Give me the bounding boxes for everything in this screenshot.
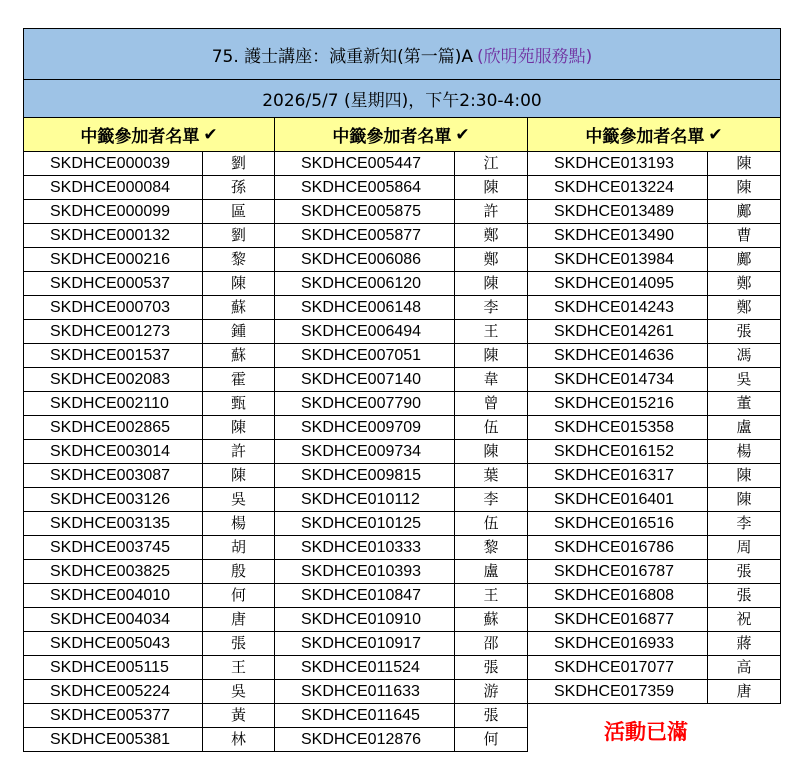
participant-id: SKDHCE000703 [23,296,203,320]
participant-surname: 黃 [203,704,275,728]
table-row [275,608,528,632]
participant-id: SKDHCE002110 [23,392,203,416]
table-row [528,560,781,584]
participant-surname: 鄭 [455,248,528,272]
column-header [275,118,528,152]
participant-id: SKDHCE000132 [23,224,203,248]
participant-surname: 陳 [708,488,781,512]
table-row [528,392,781,416]
participant-surname: 鄭 [708,296,781,320]
participant-id: SKDHCE017077 [528,656,708,680]
participant-column-3 [528,118,781,752]
table-row [275,200,528,224]
participant-id: SKDHCE003745 [23,536,203,560]
participant-surname: 楊 [203,512,275,536]
table-row [528,488,781,512]
participant-surname: 甄 [203,392,275,416]
participant-surname: 鄭 [708,272,781,296]
participant-surname: 葉 [455,464,528,488]
participant-surname: 孫 [203,176,275,200]
participant-id: SKDHCE013193 [528,152,708,176]
table-row [23,440,275,464]
participant-id: SKDHCE014095 [528,272,708,296]
participant-id: SKDHCE010125 [275,512,455,536]
table-row [23,560,275,584]
participant-surname: 蘇 [455,608,528,632]
participant-surname: 游 [455,680,528,704]
table-row [275,584,528,608]
participant-columns [23,118,781,752]
participant-surname: 王 [455,320,528,344]
participant-id: SKDHCE000216 [23,248,203,272]
participant-id: SKDHCE005224 [23,680,203,704]
participant-surname: 劉 [203,152,275,176]
participant-id: SKDHCE010847 [275,584,455,608]
participant-surname: 張 [455,656,528,680]
table-row [275,368,528,392]
table-row [528,584,781,608]
participant-surname: 周 [708,536,781,560]
column-header-label: 中籤參加者名單 [585,127,705,147]
table-row [528,224,781,248]
table-row [528,344,781,368]
participant-surname: 高 [708,656,781,680]
participant-id: SKDHCE005877 [275,224,455,248]
participant-id: SKDHCE011524 [275,656,455,680]
table-row [275,296,528,320]
participant-surname: 何 [455,728,528,752]
table-row [275,488,528,512]
column-header-label: 中籤參加者名單 [332,127,452,147]
participant-id: SKDHCE000039 [23,152,203,176]
participant-surname: 邵 [455,632,528,656]
participant-id: SKDHCE005875 [275,200,455,224]
participant-surname: 霍 [203,368,275,392]
participant-surname: 伍 [455,416,528,440]
table-row [23,608,275,632]
event-location: (欣明苑服務點) [477,46,593,67]
table-row [275,152,528,176]
table-row [528,296,781,320]
participant-id: SKDHCE003087 [23,464,203,488]
table-row [528,152,781,176]
event-title: 75. 護士講座：減重新知(第一篇)A [211,46,474,67]
table-row [23,704,275,728]
participant-surname: 陳 [708,152,781,176]
participant-id: SKDHCE009709 [275,416,455,440]
participant-id: SKDHCE009815 [275,464,455,488]
table-row [23,200,275,224]
participant-id: SKDHCE015358 [528,416,708,440]
participant-id: SKDHCE003135 [23,512,203,536]
participant-surname: 蔣 [708,632,781,656]
participant-id: SKDHCE005381 [23,728,203,752]
table-row [275,680,528,704]
table-row [23,584,275,608]
participant-surname: 曾 [455,392,528,416]
participant-surname: 鄺 [708,248,781,272]
table-row [23,488,275,512]
table-row [528,608,781,632]
table-row [23,368,275,392]
event-date-time: 2026/5/7 (星期四)，下午2:30-4:00 [262,91,542,111]
table-row [275,320,528,344]
participant-column-2 [275,118,528,752]
participant-surname: 曹 [708,224,781,248]
participant-surname: 殷 [203,560,275,584]
participant-surname: 許 [455,200,528,224]
participant-surname: 吳 [708,368,781,392]
participant-surname: 王 [455,584,528,608]
table-row [275,656,528,680]
table-row [275,512,528,536]
participant-id: SKDHCE007140 [275,368,455,392]
table-row [23,176,275,200]
table-row [275,440,528,464]
participant-surname: 陳 [708,176,781,200]
participant-id: SKDHCE016787 [528,560,708,584]
participant-id: SKDHCE011633 [275,680,455,704]
participant-id: SKDHCE005043 [23,632,203,656]
participant-id: SKDHCE012876 [275,728,455,752]
table-row [23,416,275,440]
check-icon: ✔ [455,124,470,145]
participant-id: SKDHCE005115 [23,656,203,680]
date-bar [23,80,781,118]
participant-surname: 韋 [455,368,528,392]
table-row [23,344,275,368]
table-row [275,344,528,368]
table-row [275,728,528,752]
table-row [23,536,275,560]
participant-id: SKDHCE005864 [275,176,455,200]
participant-surname: 鄭 [455,224,528,248]
title-bar [23,28,781,80]
table-row [528,176,781,200]
table-row [528,632,781,656]
participant-id: SKDHCE001537 [23,344,203,368]
participant-surname: 張 [203,632,275,656]
participant-id: SKDHCE016808 [528,584,708,608]
table-row [23,632,275,656]
participant-id: SKDHCE000537 [23,272,203,296]
participant-id: SKDHCE014243 [528,296,708,320]
participant-id: SKDHCE002083 [23,368,203,392]
participant-surname: 伍 [455,512,528,536]
participant-id: SKDHCE016317 [528,464,708,488]
participant-id: SKDHCE000099 [23,200,203,224]
table-row [23,248,275,272]
participant-id: SKDHCE013224 [528,176,708,200]
participant-id: SKDHCE007790 [275,392,455,416]
table-row [528,272,781,296]
participant-id: SKDHCE010333 [275,536,455,560]
participant-id: SKDHCE000084 [23,176,203,200]
participant-surname: 陳 [203,416,275,440]
table-row [275,560,528,584]
participant-id: SKDHCE011645 [275,704,455,728]
participant-surname: 馮 [708,344,781,368]
participant-id: SKDHCE001273 [23,320,203,344]
table-row [275,392,528,416]
participant-id: SKDHCE010112 [275,488,455,512]
participant-surname: 黎 [455,536,528,560]
table-row [23,680,275,704]
participant-id: SKDHCE003014 [23,440,203,464]
participant-id: SKDHCE014636 [528,344,708,368]
participant-id: SKDHCE015216 [528,392,708,416]
participant-id: SKDHCE007051 [275,344,455,368]
participant-surname: 陳 [203,272,275,296]
participant-surname: 張 [708,560,781,584]
participant-surname: 鄺 [708,200,781,224]
table-row [528,416,781,440]
table-row [23,224,275,248]
table-row [23,512,275,536]
participant-id: SKDHCE005377 [23,704,203,728]
participant-surname: 林 [203,728,275,752]
participant-surname: 盧 [455,560,528,584]
table-row [528,440,781,464]
participant-id: SKDHCE016786 [528,536,708,560]
participant-id: SKDHCE006086 [275,248,455,272]
participant-id: SKDHCE003825 [23,560,203,584]
participant-id: SKDHCE004034 [23,608,203,632]
participant-id: SKDHCE013490 [528,224,708,248]
participant-surname: 李 [455,296,528,320]
participant-id: SKDHCE010917 [275,632,455,656]
participant-surname: 董 [708,392,781,416]
participant-id: SKDHCE010393 [275,560,455,584]
table-row [275,176,528,200]
participant-id: SKDHCE010910 [275,608,455,632]
table-row [528,536,781,560]
participant-id: SKDHCE016401 [528,488,708,512]
participant-surname: 楊 [708,440,781,464]
table-row [23,296,275,320]
participant-surname: 區 [203,200,275,224]
table-row [275,224,528,248]
table-row [275,464,528,488]
participant-surname: 黎 [203,248,275,272]
participant-id: SKDHCE013984 [528,248,708,272]
participant-surname: 蘇 [203,344,275,368]
participant-surname: 胡 [203,536,275,560]
participant-id: SKDHCE016152 [528,440,708,464]
participant-surname: 李 [455,488,528,512]
table-row [23,320,275,344]
table-row [23,392,275,416]
participant-surname: 陳 [455,176,528,200]
participant-surname: 吳 [203,680,275,704]
event-full-notice: 活動已滿 [604,720,688,744]
table-row [23,728,275,752]
participant-column-1 [23,118,275,752]
participant-surname: 許 [203,440,275,464]
participant-surname: 陳 [203,464,275,488]
table-row [23,272,275,296]
participant-id: SKDHCE014734 [528,368,708,392]
table-row [275,632,528,656]
participant-sheet [23,28,781,752]
column-header-label: 中籤參加者名單 [80,127,200,147]
table-row [528,200,781,224]
participant-id: SKDHCE017359 [528,680,708,704]
table-row [23,464,275,488]
participant-id: SKDHCE003126 [23,488,203,512]
check-icon: ✔ [203,124,218,145]
column-header [23,118,275,152]
participant-surname: 盧 [708,416,781,440]
table-row [528,464,781,488]
participant-id: SKDHCE004010 [23,584,203,608]
participant-id: SKDHCE014261 [528,320,708,344]
participant-surname: 李 [708,512,781,536]
table-row [528,248,781,272]
participant-id: SKDHCE006494 [275,320,455,344]
column-header [528,118,781,152]
participant-surname: 張 [455,704,528,728]
table-row [528,656,781,680]
participant-surname: 陳 [708,464,781,488]
participant-surname: 祝 [708,608,781,632]
participant-surname: 陳 [455,272,528,296]
table-row [528,368,781,392]
participant-id: SKDHCE009734 [275,440,455,464]
participant-id: SKDHCE006148 [275,296,455,320]
participant-surname: 何 [203,584,275,608]
participant-surname: 唐 [708,680,781,704]
table-row [23,152,275,176]
table-row [275,704,528,728]
table-row [23,656,275,680]
participant-surname: 吳 [203,488,275,512]
table-row [528,512,781,536]
participant-id: SKDHCE006120 [275,272,455,296]
participant-id: SKDHCE016877 [528,608,708,632]
table-row [528,680,781,704]
participant-surname: 蘇 [203,296,275,320]
table-row [275,416,528,440]
participant-surname: 陳 [455,440,528,464]
table-row [275,272,528,296]
participant-id: SKDHCE013489 [528,200,708,224]
participant-surname: 劉 [203,224,275,248]
participant-id: SKDHCE016933 [528,632,708,656]
participant-surname: 張 [708,320,781,344]
table-row [275,536,528,560]
participant-id: SKDHCE005447 [275,152,455,176]
check-icon: ✔ [708,124,723,145]
participant-surname: 張 [708,584,781,608]
participant-id: SKDHCE016516 [528,512,708,536]
participant-surname: 唐 [203,608,275,632]
participant-surname: 江 [455,152,528,176]
table-row [275,248,528,272]
participant-id: SKDHCE002865 [23,416,203,440]
participant-surname: 王 [203,656,275,680]
participant-surname: 鍾 [203,320,275,344]
participant-surname: 陳 [455,344,528,368]
table-row [528,320,781,344]
